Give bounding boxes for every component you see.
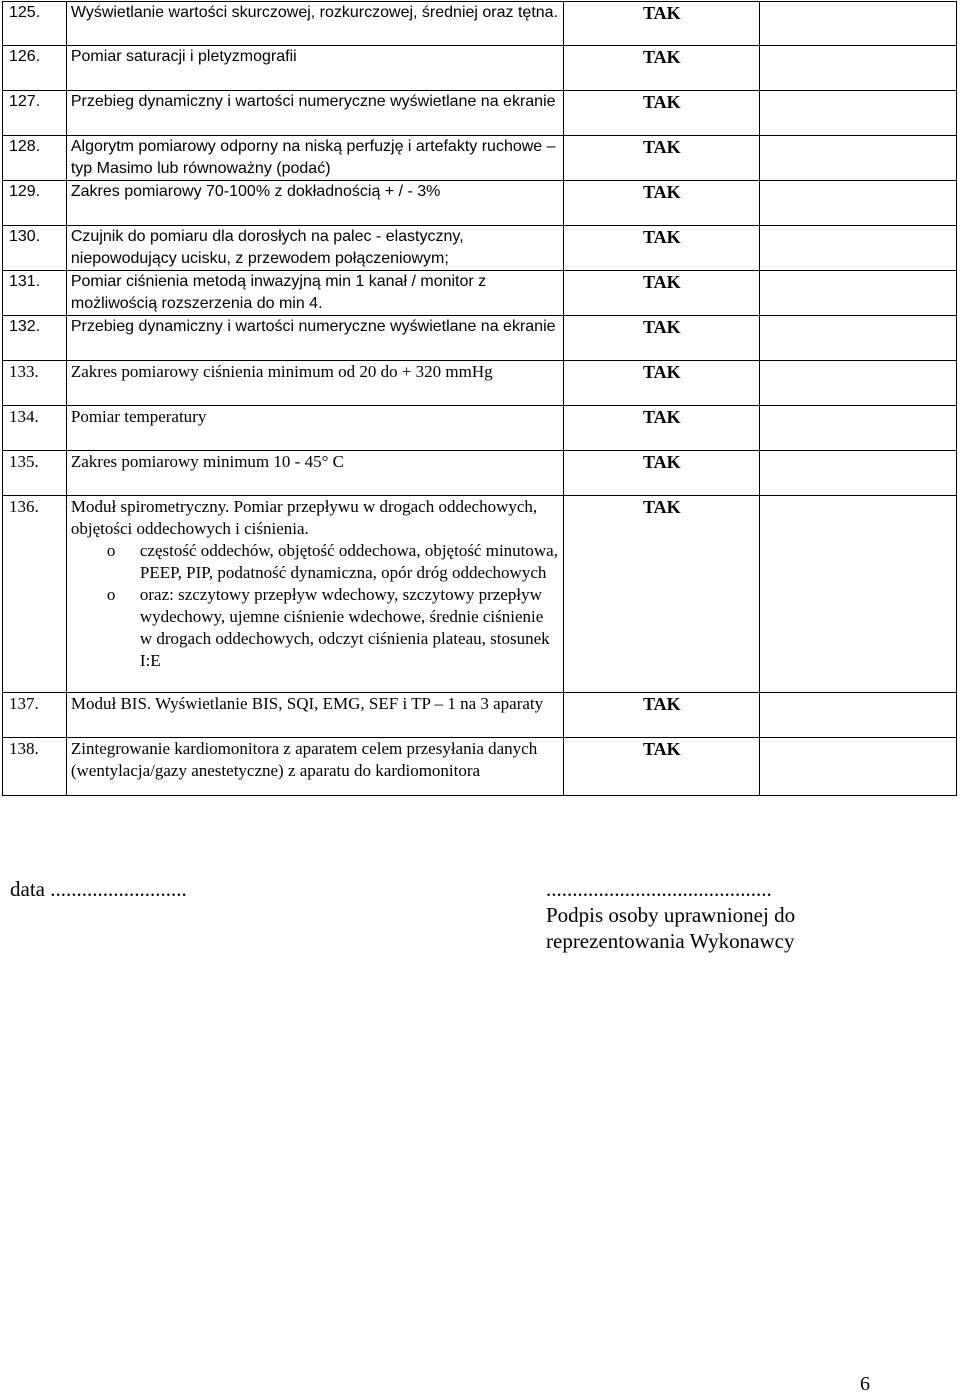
row-description-text: Pomiar saturacji i pletyzmografii <box>70 48 297 65</box>
specification-table-body <box>3 2 957 796</box>
offered-value-cell[interactable] <box>760 451 957 496</box>
row-number: 137. <box>3 693 67 738</box>
signature-caption-line-2: reprezentowania Wykonawcy <box>546 929 795 953</box>
row-description <box>66 451 564 496</box>
required-value: TAK <box>564 46 760 91</box>
row-number: 138. <box>3 738 67 796</box>
row-number: 130. <box>3 226 67 271</box>
sub-list-item-text: oraz: szczytowy przepływ wdechowy, szczytowy przepływ wydechowy, ujemne ciśnienie wdechowe, średnie ciśnienie w drogach oddechowych, odczyt ciśnienia plateau, stosunek I:E <box>139 585 550 670</box>
table-row <box>3 2 957 46</box>
row-description <box>66 316 564 361</box>
bullet-icon: o <box>106 585 116 604</box>
offered-value-cell[interactable] <box>760 271 957 316</box>
row-number: 133. <box>3 361 67 406</box>
sub-list-item <box>71 584 560 672</box>
row-number: 126. <box>3 46 67 91</box>
required-value: TAK <box>564 451 760 496</box>
sub-list-item <box>71 540 560 584</box>
row-description <box>66 46 564 91</box>
offered-value-cell[interactable] <box>760 361 957 406</box>
row-number: 131. <box>3 271 67 316</box>
row-description-text: Zakres pomiarowy ciśnienia minimum od 20 do + 320 mmHg <box>70 362 493 381</box>
specification-table <box>2 1 957 796</box>
row-description <box>66 406 564 451</box>
offered-value-cell[interactable] <box>760 2 957 46</box>
row-description-text: Przebieg dynamiczny i wartości numeryczne wyświetlane na ekranie <box>70 318 556 335</box>
sub-list-item-text: częstość oddechów, objętość oddechowa, objętość minutowa, PEEP, PIP, podatność dynamiczna, opór dróg oddechowych <box>139 541 558 582</box>
row-description <box>66 271 564 316</box>
row-number: 125. <box>3 2 67 46</box>
required-value: TAK <box>564 2 760 46</box>
table-row <box>3 316 957 361</box>
table-row <box>3 91 957 136</box>
required-value: TAK <box>564 226 760 271</box>
offered-value-cell[interactable] <box>760 496 957 693</box>
row-number: 129. <box>3 181 67 226</box>
row-number: 128. <box>3 136 67 181</box>
required-value: TAK <box>564 361 760 406</box>
required-value: TAK <box>564 496 760 693</box>
bullet-icon: o <box>106 541 116 560</box>
row-number: 127. <box>3 91 67 136</box>
offered-value-cell[interactable] <box>760 91 957 136</box>
table-row <box>3 226 957 271</box>
row-description-text: Algorytm pomiarowy odporny na niską perfuzję i artefakty ruchowe – typ Masimo lub równoważny (podać) <box>70 138 556 177</box>
table-row <box>3 693 957 738</box>
offered-value-cell[interactable] <box>760 226 957 271</box>
row-description <box>66 136 564 181</box>
row-description-text: Moduł BIS. Wyświetlanie BIS, SQI, EMG, SEF i TP – 1 na 3 aparaty <box>70 694 544 713</box>
row-description <box>66 496 564 693</box>
page-number: 6 <box>860 1373 870 1395</box>
table-row <box>3 136 957 181</box>
required-value: TAK <box>564 271 760 316</box>
row-description <box>66 181 564 226</box>
required-value: TAK <box>564 91 760 136</box>
row-description-text: Zakres pomiarowy minimum 10 - 45° C <box>70 452 344 471</box>
signature-caption-line-1: Podpis osoby uprawnionej do <box>546 903 796 927</box>
row-description-text: Moduł spirometryczny. Pomiar przepływu w drogach oddechowych, objętości oddechowych i ciśnienia. <box>70 497 538 538</box>
row-description-text: Wyświetlanie wartości skurczowej, rozkurczowej, średniej oraz tętna. <box>70 4 558 21</box>
signature-dots: ........................................... <box>546 877 772 901</box>
required-value: TAK <box>564 693 760 738</box>
row-description <box>66 2 564 46</box>
table-row <box>3 361 957 406</box>
table-row <box>3 271 957 316</box>
required-value: TAK <box>564 406 760 451</box>
table-row <box>3 406 957 451</box>
table-row <box>3 738 957 796</box>
row-description <box>66 226 564 271</box>
row-description <box>66 91 564 136</box>
offered-value-cell[interactable] <box>760 46 957 91</box>
row-description-text: Pomiar temperatury <box>70 407 207 426</box>
row-number: 136. <box>3 496 67 693</box>
required-value: TAK <box>564 738 760 796</box>
offered-value-cell[interactable] <box>760 738 957 796</box>
required-value: TAK <box>564 181 760 226</box>
row-description-text: Zintegrowanie kardiomonitora z aparatem celem przesyłania danych (wentylacja/gazy anestetyczne) z aparatu do kardiomonitora <box>70 739 538 780</box>
row-description <box>66 693 564 738</box>
date-field: data .......................... <box>10 877 187 901</box>
table-row <box>3 181 957 226</box>
required-value: TAK <box>564 316 760 361</box>
table-row <box>3 46 957 91</box>
row-number: 132. <box>3 316 67 361</box>
table-row <box>3 451 957 496</box>
row-number: 135. <box>3 451 67 496</box>
signature-block <box>546 876 795 954</box>
offered-value-cell[interactable] <box>760 693 957 738</box>
row-description <box>66 738 564 796</box>
row-description-text: Pomiar ciśnienia metodą inwazyjną min 1 kanał / monitor z możliwością rozszerzenia do min 4. <box>70 273 487 312</box>
offered-value-cell[interactable] <box>760 181 957 226</box>
required-value: TAK <box>564 136 760 181</box>
offered-value-cell[interactable] <box>760 406 957 451</box>
row-description-text: Czujnik do pomiaru dla dorosłych na palec - elastyczny, niepowodujący ucisku, z przewodem połączeniowym; <box>70 228 464 267</box>
row-description-text: Przebieg dynamiczny i wartości numeryczne wyświetlane na ekranie <box>70 93 556 110</box>
row-description <box>66 361 564 406</box>
row-number: 134. <box>3 406 67 451</box>
offered-value-cell[interactable] <box>760 136 957 181</box>
row-description-text: Zakres pomiarowy 70-100% z dokładnością + / - 3% <box>70 183 441 200</box>
table-row <box>3 496 957 693</box>
sub-list <box>71 540 560 672</box>
offered-value-cell[interactable] <box>760 316 957 361</box>
